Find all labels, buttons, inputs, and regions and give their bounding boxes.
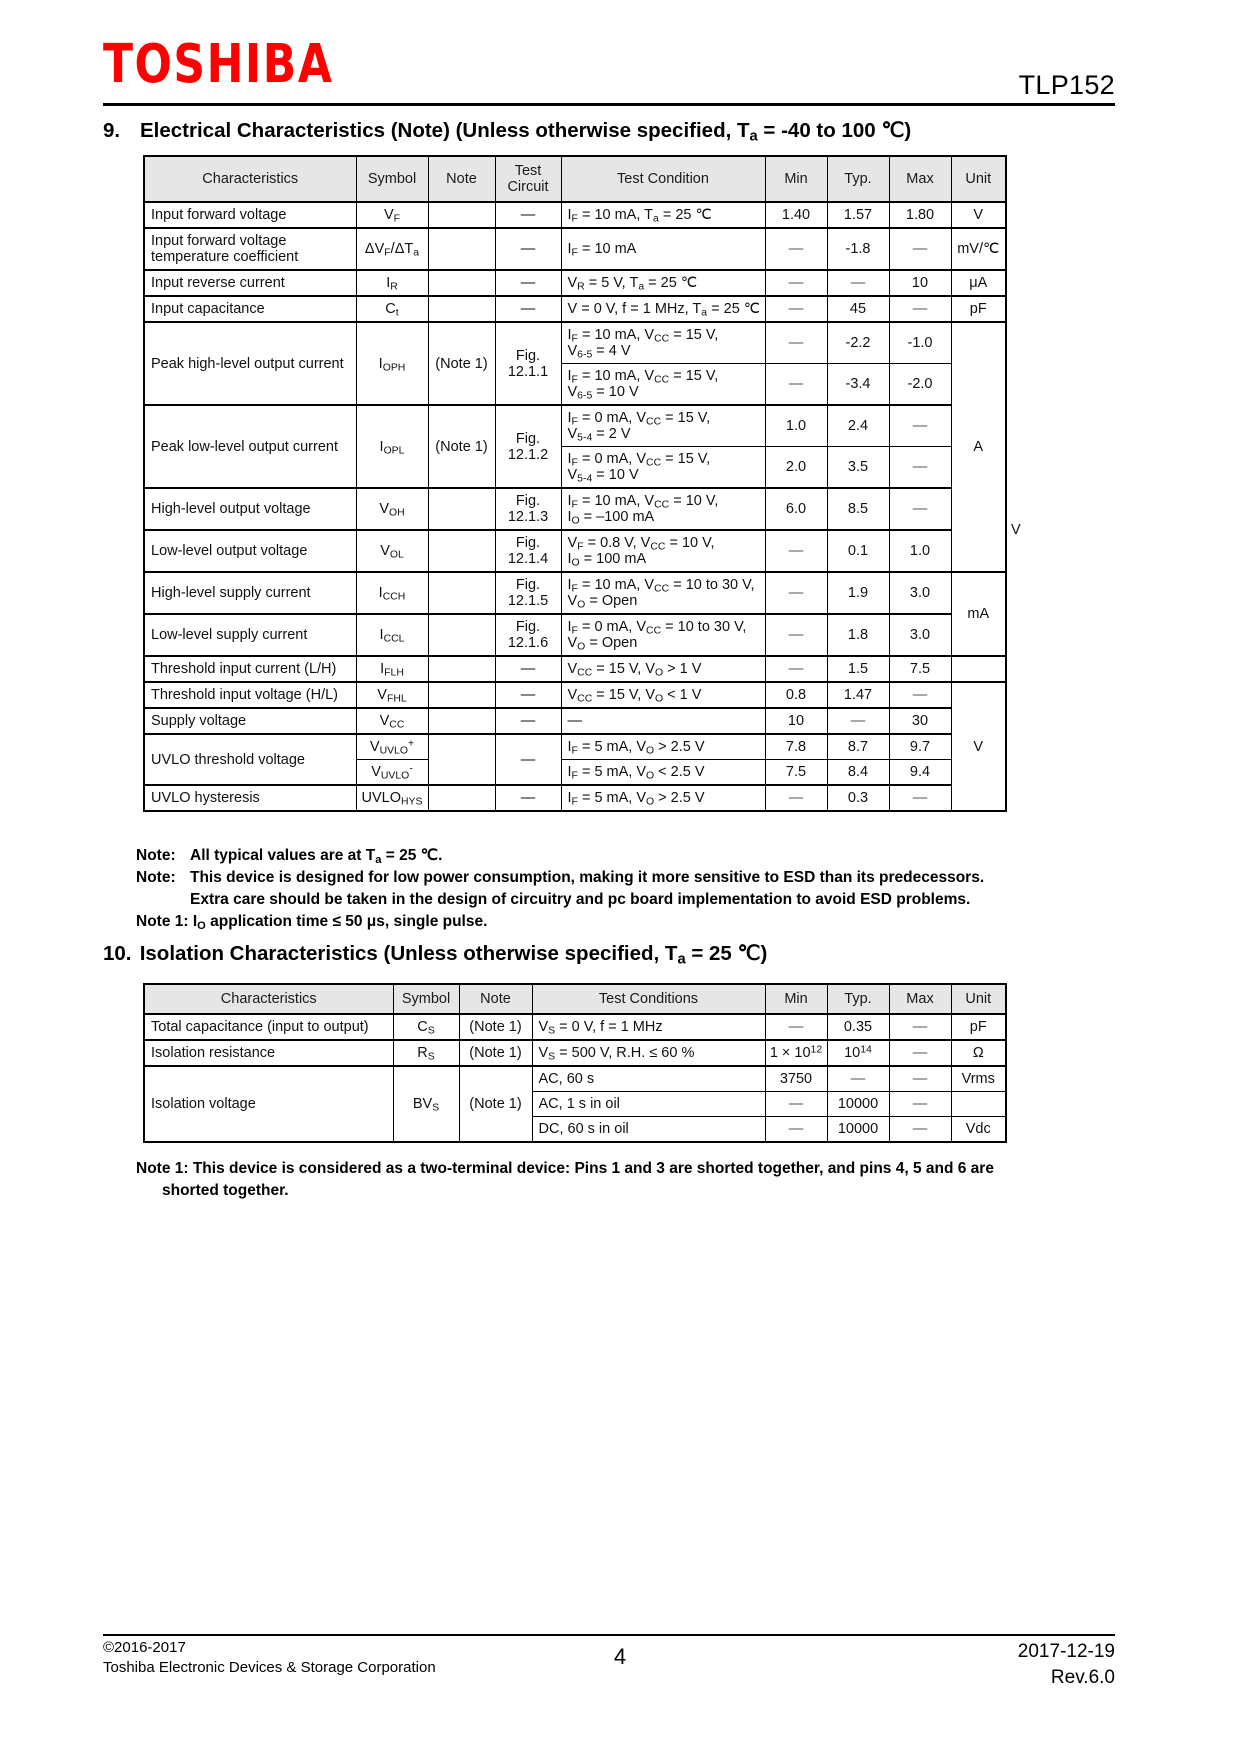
iso-table-row bbox=[144, 1014, 1006, 1040]
row-note bbox=[428, 202, 495, 228]
col-header-symbol: Symbol bbox=[356, 156, 428, 202]
iso-row-typ: — bbox=[827, 1066, 889, 1092]
row-characteristic: UVLO hysteresis bbox=[144, 785, 356, 811]
row-typ: 1.5 bbox=[827, 656, 889, 682]
row-unit: mA bbox=[951, 572, 1006, 656]
row-test-circuit: — bbox=[495, 682, 561, 708]
row-min: — bbox=[765, 614, 827, 656]
row-characteristic: Input reverse current bbox=[144, 270, 356, 296]
isolation-characteristics-table bbox=[143, 983, 1007, 1143]
row-min: — bbox=[765, 572, 827, 614]
section-9-number: 9. bbox=[103, 119, 121, 142]
iso-row-test-condition: AC, 60 s bbox=[532, 1066, 765, 1092]
iso-row-symbol: $R_S$ bbox=[393, 1040, 459, 1066]
row-symbol: $V_{OL}$ bbox=[356, 530, 428, 572]
footer-divider bbox=[103, 1634, 1115, 1636]
electrical-table-body bbox=[144, 202, 1021, 811]
row-symbol: $UVLO_{HYS}$ bbox=[356, 785, 428, 811]
row-typ: 1.9 bbox=[827, 572, 889, 614]
row-note: (Note 1) bbox=[428, 322, 495, 405]
row-symbol: $I_{CCH}$ bbox=[356, 572, 428, 614]
table-row bbox=[144, 405, 1006, 447]
page-number: 4 bbox=[613, 1644, 627, 1669]
row-unit: V bbox=[951, 202, 1006, 228]
table-row bbox=[144, 530, 1006, 572]
table-row bbox=[144, 708, 1006, 734]
table-row bbox=[144, 614, 1006, 656]
table-row bbox=[144, 572, 1006, 614]
row-characteristic: Peak low-level output current bbox=[144, 405, 356, 488]
col-header-note: Note bbox=[428, 156, 495, 202]
section-10-note bbox=[136, 1158, 1026, 1202]
col-header-max: Max bbox=[889, 156, 951, 202]
iso-note-line-2: shorted together. bbox=[162, 1182, 289, 1199]
row-min: 7.5 bbox=[765, 760, 827, 786]
row-typ: 8.7 bbox=[827, 734, 889, 760]
table-row bbox=[144, 682, 1006, 708]
iso-row-typ: 10000 bbox=[827, 1092, 889, 1117]
iso-col-header-test-conditions: Test Conditions bbox=[532, 984, 765, 1014]
row-note bbox=[428, 296, 495, 322]
table-row bbox=[144, 656, 1006, 682]
iso-row-unit: Ω bbox=[951, 1040, 1006, 1066]
row-characteristic: Low-level supply current bbox=[144, 614, 356, 656]
row-test-circuit: — bbox=[495, 270, 561, 296]
section-10-number: 10. bbox=[103, 942, 132, 965]
row-test-condition: $I_F = 10$ mA, $T_a = 25$ ℃ bbox=[561, 202, 765, 228]
row-min: 7.8 bbox=[765, 734, 827, 760]
row-max: 30 bbox=[889, 708, 951, 734]
row-note bbox=[428, 530, 495, 572]
iso-row-unit bbox=[951, 1092, 1006, 1117]
note-text: Extra care should be taken in the design of circuitry and pc board implementation to avoid ESD problems. bbox=[190, 891, 971, 908]
row-test-condition: $I_F = 10$ mA, $V_{CC} = 10$ to 30 V, $V_O$ = Open bbox=[561, 572, 765, 614]
row-symbol: $V_F$ bbox=[356, 202, 428, 228]
row-test-condition: $I_F = 5$ mA, $V_O < 2.5$ V bbox=[561, 760, 765, 786]
row-symbol: $V_{UVLO}^+$ bbox=[356, 734, 428, 760]
row-test-circuit: — bbox=[495, 734, 561, 785]
row-max: 3.0 bbox=[889, 614, 951, 656]
iso-row-unit: Vrms bbox=[951, 1066, 1006, 1092]
row-min: 0.8 bbox=[765, 682, 827, 708]
row-characteristic: Threshold input current (L/H) bbox=[144, 656, 356, 682]
row-test-condition: $I_F = 10$ mA, $V_{CC} = 15$ V, $V_{6-5} = 10$ V bbox=[561, 364, 765, 406]
iso-row-test-condition: $V_S = 0$ V, f = 1 MHz bbox=[532, 1014, 765, 1040]
row-max: — bbox=[889, 488, 951, 530]
row-note bbox=[428, 682, 495, 708]
iso-col-header-max: Max bbox=[889, 984, 951, 1014]
row-unit bbox=[951, 656, 1006, 682]
row-min: — bbox=[765, 364, 827, 406]
iso-row-note: (Note 1) bbox=[459, 1066, 532, 1142]
row-max: -2.0 bbox=[889, 364, 951, 406]
row-test-circuit: — bbox=[495, 228, 561, 270]
table-row bbox=[144, 734, 1006, 760]
iso-col-header-note: Note bbox=[459, 984, 532, 1014]
iso-row-characteristic: Isolation voltage bbox=[144, 1066, 393, 1142]
iso-row-characteristic: Total capacitance (input to output) bbox=[144, 1014, 393, 1040]
row-unit: pF bbox=[951, 296, 1006, 322]
col-header-typ: Typ. bbox=[827, 156, 889, 202]
row-min: 1.40 bbox=[765, 202, 827, 228]
row-test-condition: $I_F = 0$ mA, $V_{CC} = 15$ V, $V_{5-4} = 2$ V bbox=[561, 405, 765, 447]
iso-row-max: — bbox=[889, 1092, 951, 1117]
iso-row-typ: $10^{14}$ bbox=[827, 1040, 889, 1066]
row-note bbox=[428, 785, 495, 811]
row-test-condition: — bbox=[561, 708, 765, 734]
row-characteristic: Input forward voltage temperature coefficient bbox=[144, 228, 356, 270]
iso-row-unit: Vdc bbox=[951, 1117, 1006, 1143]
row-test-circuit: — bbox=[495, 708, 561, 734]
row-test-condition: $V_{CC} = 15$ V, $V_O > 1$ V bbox=[561, 656, 765, 682]
iso-table-row bbox=[144, 1066, 1006, 1092]
table-row bbox=[144, 785, 1006, 811]
copyright-text: ©2016-2017 bbox=[103, 1639, 186, 1656]
row-max: 1.0 bbox=[889, 530, 951, 572]
row-min: — bbox=[765, 656, 827, 682]
table-header-row bbox=[144, 156, 1006, 202]
row-max: 1.80 bbox=[889, 202, 951, 228]
row-typ: 45 bbox=[827, 296, 889, 322]
row-characteristic: Low-level output voltage bbox=[144, 530, 356, 572]
electrical-characteristics-table bbox=[143, 155, 1021, 812]
row-test-condition: $I_F = 10$ mA, $V_{CC} = 15$ V, $V_{6-5} = 4$ V bbox=[561, 322, 765, 364]
iso-row-unit: pF bbox=[951, 1014, 1006, 1040]
section-9-notes bbox=[136, 845, 1026, 933]
row-typ: 1.47 bbox=[827, 682, 889, 708]
table-row bbox=[144, 202, 1006, 228]
section-10-title-post: = 25 ℃) bbox=[685, 942, 768, 965]
row-test-condition: $V_{CC} = 15$ V, $V_O < 1$ V bbox=[561, 682, 765, 708]
iso-row-note: (Note 1) bbox=[459, 1040, 532, 1066]
row-test-condition: $I_F = 10$ mA, $V_{CC} = 10$ V, $I_O = -100$ mA bbox=[561, 488, 765, 530]
section-10-title-sub: a bbox=[677, 951, 686, 968]
footer-revision: Rev.6.0 bbox=[1050, 1666, 1115, 1688]
row-min: — bbox=[765, 228, 827, 270]
table-row bbox=[144, 270, 1006, 296]
row-characteristic: Supply voltage bbox=[144, 708, 356, 734]
row-min: 6.0 bbox=[765, 488, 827, 530]
table-row: High-level output voltage $V_{OH}$ Fig. 12.1.3 $I_F = 10$ mA, $V_{CC} = 10$ V, $I_O = -100$ mA 6.0 8.5 — V bbox=[144, 488, 1006, 530]
row-max: — bbox=[889, 296, 951, 322]
note-line bbox=[136, 867, 1026, 889]
iso-row-max: — bbox=[889, 1014, 951, 1040]
row-characteristic: Input capacitance bbox=[144, 296, 356, 322]
row-symbol: $V_{UVLO}^-$ bbox=[356, 760, 428, 786]
iso-note-line-1: Note 1: This device is considered as a two-terminal device: Pins 1 and 3 are shorted together, and pins 4, 5 and 6 are bbox=[136, 1160, 994, 1177]
col-header-unit: Unit bbox=[951, 156, 1006, 202]
row-max: — bbox=[889, 785, 951, 811]
section-9-title-pre: Electrical Characteristics (Note) (Unless otherwise specified, T bbox=[140, 119, 750, 142]
iso-row-test-condition: DC, 60 s in oil bbox=[532, 1117, 765, 1143]
header-divider bbox=[103, 103, 1115, 106]
iso-row-symbol: $BV_S$ bbox=[393, 1066, 459, 1142]
iso-col-header-typ: Typ. bbox=[827, 984, 889, 1014]
iso-row-min: — bbox=[765, 1117, 827, 1143]
row-typ: -1.8 bbox=[827, 228, 889, 270]
row-characteristic: Peak high-level output current bbox=[144, 322, 356, 405]
row-note bbox=[428, 572, 495, 614]
row-symbol: $I_{CCL}$ bbox=[356, 614, 428, 656]
row-characteristic: High-level supply current bbox=[144, 572, 356, 614]
row-max: 10 bbox=[889, 270, 951, 296]
iso-row-min: — bbox=[765, 1014, 827, 1040]
section-10-title-pre: Isolation Characteristics (Unless otherwise specified, T bbox=[139, 942, 678, 965]
row-typ: -3.4 bbox=[827, 364, 889, 406]
footer-right bbox=[1018, 1639, 1115, 1690]
iso-row-typ: 0.35 bbox=[827, 1014, 889, 1040]
row-note bbox=[428, 656, 495, 682]
iso-col-header-characteristics: Characteristics bbox=[144, 984, 393, 1014]
row-max: 3.0 bbox=[889, 572, 951, 614]
note-1-text: Note 1: $I_O$ application time ≤ 50 μs, single pulse. bbox=[136, 913, 488, 932]
col-header-test-condition: Test Condition bbox=[561, 156, 765, 202]
row-typ: -2.2 bbox=[827, 322, 889, 364]
company-name: Toshiba Electronic Devices & Storage Corporation bbox=[103, 1659, 436, 1677]
section-9-title-sub: a bbox=[749, 128, 758, 145]
iso-row-typ: 10000 bbox=[827, 1117, 889, 1143]
iso-table-row bbox=[144, 1040, 1006, 1066]
note-text: This device is designed for low power consumption, making it more sensitive to ESD than its predecessors. bbox=[190, 869, 985, 886]
note-label: Note: bbox=[136, 869, 176, 886]
row-test-circuit: Fig. 12.1.2 bbox=[495, 405, 561, 488]
iso-row-min: — bbox=[765, 1092, 827, 1117]
row-unit: V bbox=[951, 682, 1006, 811]
row-min: 10 bbox=[765, 708, 827, 734]
row-test-condition: $I_F = 5$ mA, $V_O > 2.5$ V bbox=[561, 785, 765, 811]
iso-row-note: (Note 1) bbox=[459, 1014, 532, 1040]
row-min: 2.0 bbox=[765, 447, 827, 489]
row-test-condition: $I_F = 0$ mA, $V_{CC} = 15$ V, $V_{5-4} = 10$ V bbox=[561, 447, 765, 489]
row-note bbox=[428, 734, 495, 785]
col-header-characteristics: Characteristics bbox=[144, 156, 356, 202]
col-header-min: Min bbox=[765, 156, 827, 202]
row-typ: 8.5 bbox=[827, 488, 889, 530]
section-9-title-post: = -40 to 100 ℃) bbox=[757, 119, 912, 142]
row-symbol: $V_{CC}$ bbox=[356, 708, 428, 734]
row-typ: 3.5 bbox=[827, 447, 889, 489]
iso-row-max: — bbox=[889, 1040, 951, 1066]
row-typ: 0.1 bbox=[827, 530, 889, 572]
row-symbol: $I_{FLH}$ bbox=[356, 656, 428, 682]
row-test-circuit: — bbox=[495, 202, 561, 228]
toshiba-logo: TOSHIBA bbox=[103, 33, 334, 96]
row-test-circuit: — bbox=[495, 656, 561, 682]
row-max: — bbox=[889, 228, 951, 270]
row-max: — bbox=[889, 447, 951, 489]
row-symbol: $V_{FHL}$ bbox=[356, 682, 428, 708]
row-test-circuit: Fig. 12.1.3 bbox=[495, 488, 561, 530]
row-typ: 8.4 bbox=[827, 760, 889, 786]
iso-row-min: 3750 bbox=[765, 1066, 827, 1092]
row-unit: mV/℃ bbox=[951, 228, 1006, 270]
row-max: -1.0 bbox=[889, 322, 951, 364]
page-header bbox=[103, 22, 1115, 104]
row-unit: μA bbox=[951, 270, 1006, 296]
iso-row-symbol: $C_S$ bbox=[393, 1014, 459, 1040]
iso-row-max: — bbox=[889, 1066, 951, 1092]
table-row bbox=[144, 228, 1006, 270]
part-number: TLP152 bbox=[1018, 70, 1115, 100]
row-test-condition: $I_F = 10$ mA bbox=[561, 228, 765, 270]
iso-row-characteristic: Isolation resistance bbox=[144, 1040, 393, 1066]
iso-row-test-condition: $V_S = 500$ V, R.H. ≤ 60 % bbox=[532, 1040, 765, 1066]
row-test-condition: $V_F = 0.8$ V, $V_{CC} = 10$ V, $I_O = 100$ mA bbox=[561, 530, 765, 572]
row-min: — bbox=[765, 785, 827, 811]
row-test-circuit: Fig. 12.1.4 bbox=[495, 530, 561, 572]
iso-col-header-unit: Unit bbox=[951, 984, 1006, 1014]
row-test-condition: $V_R = 5$ V, $T_a = 25$ ℃ bbox=[561, 270, 765, 296]
iso-row-test-condition: AC, 1 s in oil bbox=[532, 1092, 765, 1117]
row-min: — bbox=[765, 296, 827, 322]
row-typ: 1.8 bbox=[827, 614, 889, 656]
row-characteristic: UVLO threshold voltage bbox=[144, 734, 356, 785]
row-typ: — bbox=[827, 270, 889, 296]
row-symbol: $I_R$ bbox=[356, 270, 428, 296]
row-characteristic: Threshold input voltage (H/L) bbox=[144, 682, 356, 708]
footer-date: 2017-12-19 bbox=[1017, 1641, 1115, 1662]
row-symbol: $\Delta V_F/\Delta T_a$ bbox=[356, 228, 428, 270]
note-label bbox=[136, 889, 190, 911]
iso-col-header-symbol: Symbol bbox=[393, 984, 459, 1014]
row-note bbox=[428, 614, 495, 656]
table-row bbox=[144, 296, 1006, 322]
row-symbol: $I_{OPH}$ bbox=[356, 322, 428, 405]
row-note bbox=[428, 270, 495, 296]
row-test-circuit: — bbox=[495, 785, 561, 811]
row-note bbox=[428, 488, 495, 530]
iso-row-max: — bbox=[889, 1117, 951, 1143]
note-label: Note: bbox=[136, 847, 176, 864]
note-line bbox=[136, 889, 1026, 911]
row-typ: 2.4 bbox=[827, 405, 889, 447]
iso-table-header-row bbox=[144, 984, 1006, 1014]
row-min: — bbox=[765, 270, 827, 296]
row-typ: — bbox=[827, 708, 889, 734]
row-unit: A bbox=[951, 322, 1006, 572]
iso-row-min: $1 \times 10^{12}$ bbox=[765, 1040, 827, 1066]
row-note bbox=[428, 228, 495, 270]
row-characteristic: High-level output voltage bbox=[144, 488, 356, 530]
row-note: (Note 1) bbox=[428, 405, 495, 488]
col-header-test-circuit: Test Circuit bbox=[495, 156, 561, 202]
row-max: 9.7 bbox=[889, 734, 951, 760]
row-test-circuit: Fig. 12.1.5 bbox=[495, 572, 561, 614]
row-max: — bbox=[889, 682, 951, 708]
row-typ: 0.3 bbox=[827, 785, 889, 811]
row-test-circuit: Fig. 12.1.6 bbox=[495, 614, 561, 656]
section-10-heading bbox=[103, 941, 767, 966]
row-note bbox=[428, 708, 495, 734]
row-min: — bbox=[765, 530, 827, 572]
row-min: 1.0 bbox=[765, 405, 827, 447]
row-symbol: $V_{OH}$ bbox=[356, 488, 428, 530]
note-line bbox=[136, 845, 1026, 867]
row-test-condition: $I_F = 0$ mA, $V_{CC} = 10$ to 30 V, $V_O$ = Open bbox=[561, 614, 765, 656]
row-test-circuit: — bbox=[495, 296, 561, 322]
row-symbol: $I_{OPL}$ bbox=[356, 405, 428, 488]
section-9-heading bbox=[103, 118, 911, 143]
row-max: 7.5 bbox=[889, 656, 951, 682]
row-max: 9.4 bbox=[889, 760, 951, 786]
iso-col-header-min: Min bbox=[765, 984, 827, 1014]
row-test-condition: V = 0 V, f = 1 MHz, $T_a = 25$ ℃ bbox=[561, 296, 765, 322]
row-test-circuit: Fig. 12.1.1 bbox=[495, 322, 561, 405]
row-characteristic: Input forward voltage bbox=[144, 202, 356, 228]
table-row bbox=[144, 322, 1006, 364]
row-min: — bbox=[765, 322, 827, 364]
row-max: — bbox=[889, 405, 951, 447]
row-symbol: $C_t$ bbox=[356, 296, 428, 322]
note-text: All typical values are at $T_a = 25$ ℃. bbox=[190, 847, 443, 866]
row-test-condition: $I_F = 5$ mA, $V_O > 2.5$ V bbox=[561, 734, 765, 760]
isolation-table-body bbox=[144, 1014, 1006, 1142]
row-typ: 1.57 bbox=[827, 202, 889, 228]
